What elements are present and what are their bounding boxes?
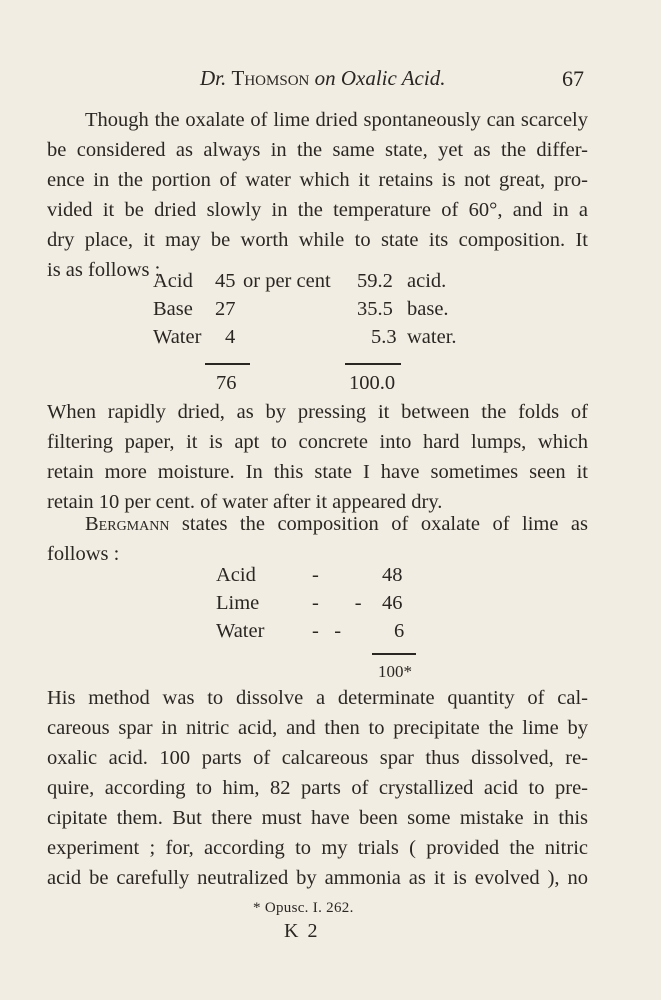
paragraph-2 [47,397,588,517]
table-cell-percent: 35.5 [357,298,393,320]
table-total-percent: 100.0 [349,372,396,394]
sum-rule [205,363,250,365]
paragraph-line: follows : [47,543,120,565]
author-name: Bergmann [85,513,170,535]
paragraph-line: filtering paper, it is apt to concrete into hard lumps, which [47,431,588,453]
paragraph-line: His method was to dissolve a determinate quantity of cal- [47,687,588,709]
table-cell-value: 48 [382,564,403,586]
paragraph-line: cipitate them. But there must have been some mistake in this [47,807,588,829]
paragraph-line: dry place, it may be worth while to state its composition. It [47,229,588,251]
paragraph-line [47,509,588,539]
paragraph-line: When rapidly dried, as by pressing it between the folds of [47,401,588,423]
table-cell-value: 6 [394,620,405,642]
page-number: 67 [562,66,584,91]
paragraph-3 [47,509,588,569]
paragraph-text: states the composition of oxalate of lime as [181,513,588,535]
table-cell-value: 4 [225,326,236,348]
signature-mark: K 2 [284,920,320,942]
header-author: Thomson [231,66,310,90]
table-cell-value: 45 [215,270,236,292]
table-dashes: - - [312,620,342,642]
paragraph-line: Though the oxalate of lime dried spontaneously can scarcely [85,109,588,131]
paragraph-line: acid be carefully neutralized by ammonia as it is evolved ), no [47,867,588,889]
paragraph-line: experiment ; for, according to my trials ( provided the nitric [47,837,588,859]
sum-rule [345,363,401,365]
paragraph-4 [47,683,588,893]
table-total-value: 76 [216,372,237,394]
table-cell-name: Lime [216,592,260,614]
table-cell-label: water. [407,326,457,348]
paragraph-1 [47,105,588,285]
header-subject: on Oxalic Acid. [314,66,446,90]
table-cell-name: Water [153,326,202,348]
table-cell-label: acid. [407,270,447,292]
table-dashes: - [312,564,319,586]
paragraph-line: retain 10 per cent. of water after it appeared dry. [47,491,443,513]
table-cell-name: Acid [153,270,193,292]
table-cell-name: Base [153,298,193,320]
paragraph-line: be considered as always in the same state, yet as the differ- [47,139,588,161]
header-prefix: Dr. [200,66,227,90]
paragraph-line: quire, according to him, 82 parts of crystallized acid to pre- [47,777,588,799]
paragraph-line: ence in the portion of water which it retains is not great, pro- [47,169,588,191]
table-cell-name: Water [216,620,265,642]
footnote: * Opusc. I. 262. [253,900,354,916]
table-dashes: - - [312,592,362,614]
table-cell-percent: 5.3 [371,326,397,348]
table-cell-name: Acid [216,564,256,586]
paragraph-line: retain more moisture. In this state I have sometimes seen it [47,461,588,483]
table-total: 100* [378,662,412,681]
table-cell-note: or per cent [243,270,331,292]
paragraph-line: oxalic acid. 100 parts of calcareous spar thus dissolved, re- [47,747,588,769]
table-cell-label: base. [407,298,449,320]
paragraph-line: is as follows : [47,259,161,281]
paragraph-line: careous spar in nitric acid, and then to precipitate the lime by [47,717,588,739]
running-header [200,66,445,91]
table-cell-percent: 59.2 [357,270,393,292]
table-cell-value: 46 [382,592,403,614]
table-cell-value: 27 [215,298,236,320]
paragraph-line: vided it be dried slowly in the temperature of 60°, and in a [47,199,588,221]
sum-rule [372,653,416,655]
